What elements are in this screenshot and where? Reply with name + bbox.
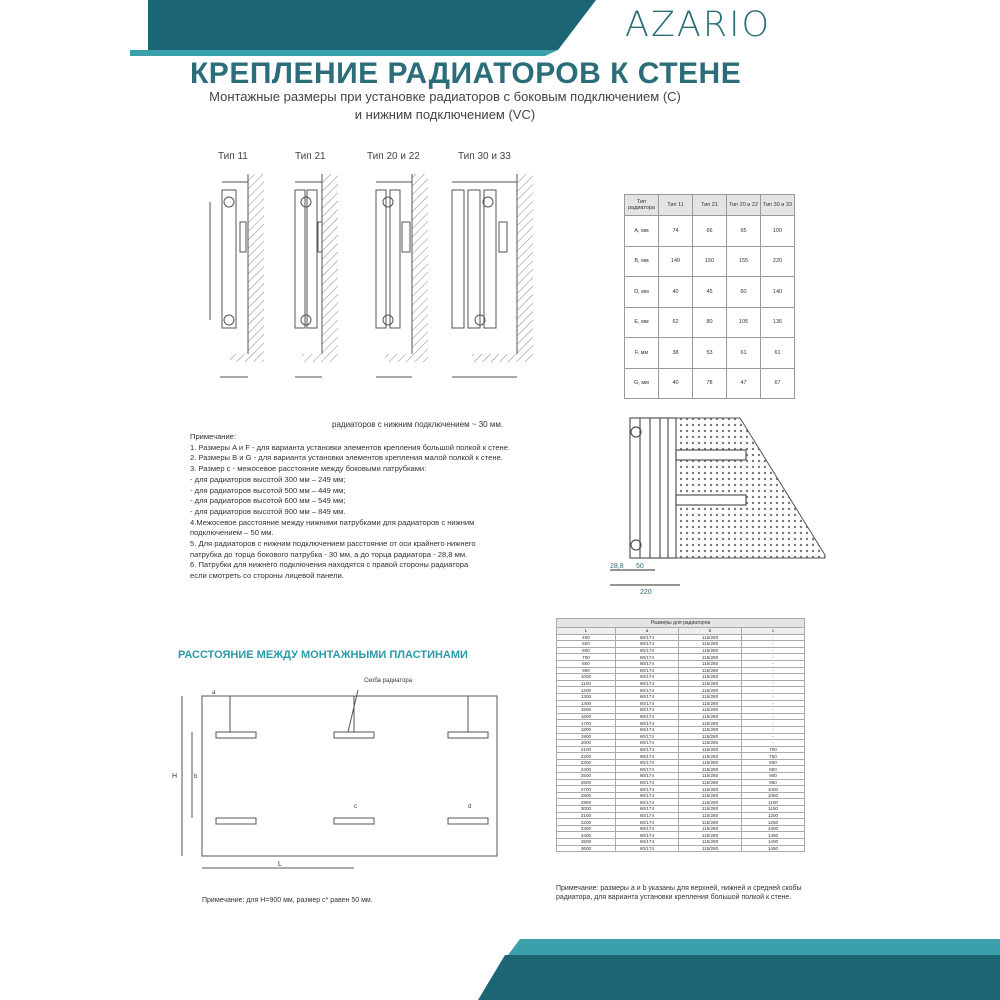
table-cell: 2400	[557, 766, 616, 773]
table-cell: 3100	[557, 812, 616, 819]
table-cell: 115/280	[679, 720, 742, 727]
table-row	[557, 799, 805, 806]
table-cell: 850	[742, 766, 805, 773]
table-cell: 2900	[557, 799, 616, 806]
table-row	[557, 779, 805, 786]
table-cell: 115/280	[679, 766, 742, 773]
table-cell: 115/280	[679, 839, 742, 846]
table-cell: 2100	[557, 746, 616, 753]
table-cell: 115/280	[679, 733, 742, 740]
table-row	[557, 660, 805, 667]
radiator-note: радиаторов с нижним подключением ~ 30 мм.	[332, 420, 504, 429]
page-subtitle-2: и нижним подключением (VC)	[354, 107, 536, 122]
table-row	[557, 641, 805, 648]
table-cell: -	[742, 707, 805, 714]
table-cell: 950	[742, 779, 805, 786]
table-cell: 1700	[557, 720, 616, 727]
table-cell: 3200	[557, 819, 616, 826]
table-cell: 1150	[742, 806, 805, 813]
table-cell: 80/174	[616, 641, 679, 648]
table-row	[557, 634, 805, 641]
table-cell: 400	[557, 634, 616, 641]
page-title: КРЕПЛЕНИЕ РАДИАТОРОВ К СТЕНЕ	[190, 57, 742, 90]
table-cell: 80/174	[616, 806, 679, 813]
table-row	[557, 759, 805, 766]
table-cell: 2800	[557, 792, 616, 799]
table-cell: 115/280	[679, 726, 742, 733]
table-row	[557, 753, 805, 760]
table-cell: -	[742, 660, 805, 667]
note-line: Примечание:	[190, 432, 237, 441]
table-header: b	[679, 628, 742, 635]
table-cell: 3500	[557, 839, 616, 846]
table-cell: 1100	[557, 680, 616, 687]
note-line: - для радиаторов высотой 300 мм – 249 мм;	[190, 474, 346, 484]
type-label-21: Тип 21	[295, 151, 326, 162]
table-cell: -	[742, 674, 805, 681]
table-row: F, мм 38 53 61 61	[625, 338, 795, 369]
table-row	[557, 713, 805, 720]
table-cell: 3300	[557, 825, 616, 832]
table-cell: 800	[557, 660, 616, 667]
table-cell: -	[742, 720, 805, 727]
table-cell: 80/174	[616, 660, 679, 667]
table-cell: 115/280	[679, 687, 742, 694]
sizes-table	[556, 618, 805, 852]
table-cell: 115/280	[679, 667, 742, 674]
table-cell: 2200	[557, 753, 616, 760]
table-cell: 115/280	[679, 773, 742, 780]
table-cell: 115/280	[679, 641, 742, 648]
table-cell: 3600	[557, 845, 616, 852]
table-cell: 80/174	[616, 693, 679, 700]
table-row	[557, 654, 805, 661]
table-cell: 3000	[557, 806, 616, 813]
table-cell: 115/280	[679, 779, 742, 786]
radiator-profiles-drawing	[190, 162, 550, 392]
section-title-plates: РАССТОЯНИЕ МЕЖДУ МОНТАЖНЫМИ ПЛАСТИНАМИ	[178, 649, 468, 661]
table-cell: 80/174	[616, 839, 679, 846]
table-cell: 700	[742, 746, 805, 753]
table-cell: -	[742, 693, 805, 700]
dim-letter-d: d	[468, 804, 472, 810]
mounting-plates-drawing	[168, 668, 508, 888]
table-row	[557, 832, 805, 839]
note-line: подключением – 50 мм.	[190, 528, 274, 538]
plate-label: Скоба радиатора	[364, 678, 413, 684]
table-row	[557, 839, 805, 846]
table-row	[557, 647, 805, 654]
table-row	[557, 674, 805, 681]
table-cell: 750	[742, 753, 805, 760]
table-cell: 115/280	[679, 634, 742, 641]
table-cell: 115/280	[679, 786, 742, 793]
table-cell: 80/174	[616, 753, 679, 760]
table-cell: 1400	[742, 839, 805, 846]
table-cell: 80/174	[616, 667, 679, 674]
table-cell: 2500	[557, 773, 616, 780]
table-row	[557, 819, 805, 826]
dim-28-8: 28,8	[610, 563, 624, 570]
table-cell: 80/174	[616, 713, 679, 720]
table-cell: 2600	[557, 779, 616, 786]
table-row	[557, 845, 805, 852]
footnote: Примечание: для H=900 мм, размер с* равен 50 мм.	[202, 897, 373, 904]
table-cell: 1300	[742, 825, 805, 832]
table-cell: 115/280	[679, 700, 742, 707]
table-cell: 115/280	[679, 819, 742, 826]
table-cell: -	[742, 713, 805, 720]
table-cell: 1300	[557, 693, 616, 700]
dimensions-table	[624, 194, 795, 399]
table-cell: 115/280	[679, 799, 742, 806]
table-cell: -	[742, 647, 805, 654]
table-cell: 1200	[557, 687, 616, 694]
table-cell: 80/174	[616, 759, 679, 766]
table-cell: 115/280	[679, 674, 742, 681]
table-header: Тип 30 и 33	[761, 195, 795, 216]
note-line: 5. Для радиаторов с нижним подключением расстояние от оси крайнего нижнего	[190, 539, 476, 549]
footer-band	[0, 925, 1000, 1000]
note-line: 3. Размер с - межосевое расстояние между боковыми патрубками:	[190, 464, 427, 474]
table-cell: 1800	[557, 726, 616, 733]
table-cell: 80/174	[616, 654, 679, 661]
table-cell: 80/174	[616, 832, 679, 839]
table-cell: -	[742, 726, 805, 733]
table-cell: 900	[557, 667, 616, 674]
table-cell: 1000	[742, 786, 805, 793]
notes-block	[190, 432, 590, 582]
type-label-20-22: Тип 20 и 22	[367, 151, 420, 162]
table-cell: 80/174	[616, 773, 679, 780]
dim-letter-l: L	[278, 861, 282, 868]
table-row	[557, 720, 805, 727]
table-cell: 115/280	[679, 647, 742, 654]
table-row	[557, 806, 805, 813]
table-cell: 1000	[557, 674, 616, 681]
table-cell: 80/174	[616, 680, 679, 687]
table-row	[557, 740, 805, 747]
page-subtitle: Монтажные размеры при установке радиаторов с боковым подключением (C)	[209, 89, 681, 104]
table-cell: 80/174	[616, 845, 679, 852]
table-cell: 1250	[742, 819, 805, 826]
table-row	[557, 687, 805, 694]
table-row	[557, 766, 805, 773]
table-header: a	[616, 628, 679, 635]
table-row: B, мм 149 150 155 220	[625, 246, 795, 277]
table-cell: 1200	[742, 812, 805, 819]
note-line: 2. Размеры B и G - для варианта установки элементов крепления малой полкой к стене.	[190, 453, 503, 463]
table-cell: -	[742, 740, 805, 747]
table-cell: 115/280	[679, 812, 742, 819]
table-cell: 80/174	[616, 687, 679, 694]
table-cell: -	[742, 733, 805, 740]
table-cell: 115/280	[679, 759, 742, 766]
table-cell: 80/174	[616, 733, 679, 740]
table-cell: 115/280	[679, 746, 742, 753]
table-header: Тип 21	[693, 195, 727, 216]
table-cell: -	[742, 687, 805, 694]
table-row	[557, 825, 805, 832]
table-cell: 115/280	[679, 713, 742, 720]
dim-letter-a: a	[212, 690, 216, 696]
table-cell: 80/174	[616, 740, 679, 747]
table-cell: 1400	[557, 700, 616, 707]
table-row	[557, 726, 805, 733]
table-cell: 80/174	[616, 647, 679, 654]
table-cell: 80/174	[616, 746, 679, 753]
table-cell: 80/174	[616, 825, 679, 832]
table-cell: 115/280	[679, 753, 742, 760]
table-cell: 1600	[557, 713, 616, 720]
table-cell: 80/174	[616, 674, 679, 681]
table-caption: Размеры для радиаторов	[557, 619, 805, 628]
table-header: Тип 20 и 22	[727, 195, 761, 216]
table-cell: 1350	[742, 832, 805, 839]
table-cell: 700	[557, 654, 616, 661]
table-cell: 80/174	[616, 766, 679, 773]
table-cell: 2300	[557, 759, 616, 766]
note-line: - для радиаторов высотой 500 мм – 449 мм;	[190, 485, 346, 495]
table-cell: 115/280	[679, 660, 742, 667]
type-label-11: Тип 11	[218, 151, 248, 162]
table-row	[557, 680, 805, 687]
table-cell: -	[742, 641, 805, 648]
table-cell: 115/280	[679, 806, 742, 813]
table-cell: 80/174	[616, 812, 679, 819]
table-cell: 1450	[742, 845, 805, 852]
table-cell: 115/280	[679, 740, 742, 747]
table-cell: 80/174	[616, 779, 679, 786]
table-cell: -	[742, 680, 805, 687]
note-line: 4.Межосевое расстояние между нижними патрубками для радиаторов с нижним	[190, 517, 475, 527]
table-cell: 2000	[557, 740, 616, 747]
dim-letter-b: b	[194, 774, 198, 780]
table-row	[557, 693, 805, 700]
table-cell: 1500	[557, 707, 616, 714]
table-cell: 1050	[742, 792, 805, 799]
table-row	[557, 812, 805, 819]
table-cell: 115/280	[679, 680, 742, 687]
table-row	[557, 792, 805, 799]
table-row	[557, 667, 805, 674]
note-line: если смотреть со стороны лицевой панели.	[190, 571, 344, 581]
table-cell: 80/174	[616, 819, 679, 826]
table-cell: 80/174	[616, 634, 679, 641]
table-cell: 115/280	[679, 832, 742, 839]
table-cell: 80/174	[616, 720, 679, 727]
table-cell: 80/174	[616, 726, 679, 733]
table-row: E, мм 62 80 105 136	[625, 307, 795, 338]
table-row	[557, 733, 805, 740]
table-row	[557, 707, 805, 714]
table-cell: -	[742, 634, 805, 641]
note-line: - для радиаторов высотой 900 мм – 849 мм.	[190, 506, 346, 516]
table-cell: 500	[557, 641, 616, 648]
table-row	[557, 700, 805, 707]
header-band	[0, 0, 1000, 60]
bottom-connection-drawing	[600, 410, 830, 600]
table-cell: 3400	[557, 832, 616, 839]
type-label-30-33: Тип 30 и 33	[458, 151, 511, 162]
table-header: Тип радиатора	[625, 195, 659, 216]
table-cell: 115/280	[679, 707, 742, 714]
sizes-note: Примечание: размеры a и b указаны для верхней, нижней и средней скобы радиатора, для варианта установки крепления большой полкой к стене.	[556, 885, 802, 901]
table-cell: -	[742, 654, 805, 661]
table-header: L	[557, 628, 616, 635]
note-line: 1. Размеры A и F - для варианта установки элементов крепления большой полкой к стене.	[190, 442, 511, 452]
dim-50: 50	[636, 563, 644, 570]
table-cell: 2700	[557, 786, 616, 793]
table-cell: 115/280	[679, 825, 742, 832]
dim-letter-c: c	[354, 804, 357, 810]
table-cell: 115/280	[679, 845, 742, 852]
table-row	[557, 786, 805, 793]
table-cell: 1900	[557, 733, 616, 740]
table-cell: 80/174	[616, 700, 679, 707]
table-cell: 80/174	[616, 799, 679, 806]
table-cell: 80/174	[616, 707, 679, 714]
dim-220: 220	[640, 589, 652, 596]
table-cell: 1100	[742, 799, 805, 806]
table-cell: 900	[742, 773, 805, 780]
table-header: c	[742, 628, 805, 635]
table-cell: 115/280	[679, 654, 742, 661]
dim-letter-h: H	[172, 773, 178, 780]
table-header: Тип 11	[659, 195, 693, 216]
table-cell: -	[742, 667, 805, 674]
table-cell: 80/174	[616, 792, 679, 799]
note-line: 6. Патрубки для нижнего подключения находятся с правой стороны радиатора	[190, 560, 469, 570]
table-row	[557, 773, 805, 780]
table-cell: 115/280	[679, 693, 742, 700]
table-cell: -	[742, 700, 805, 707]
table-cell: 115/280	[679, 792, 742, 799]
table-row: D, мм 40 45 60 140	[625, 277, 795, 308]
table-row: A, мм 74 66 65 100	[625, 216, 795, 247]
table-cell: 80/174	[616, 786, 679, 793]
table-cell: 800	[742, 759, 805, 766]
table-cell: 600	[557, 647, 616, 654]
table-row	[557, 746, 805, 753]
table-row: G, мм 40 78 47 67	[625, 368, 795, 399]
brand-logo: AZARIO	[625, 5, 772, 45]
note-line: патрубка до торца бокового патрубка - 30 мм, а до торца радиатора - 28,8 мм.	[190, 549, 468, 559]
note-line: - для радиаторов высотой 600 мм – 549 мм;	[190, 496, 346, 506]
